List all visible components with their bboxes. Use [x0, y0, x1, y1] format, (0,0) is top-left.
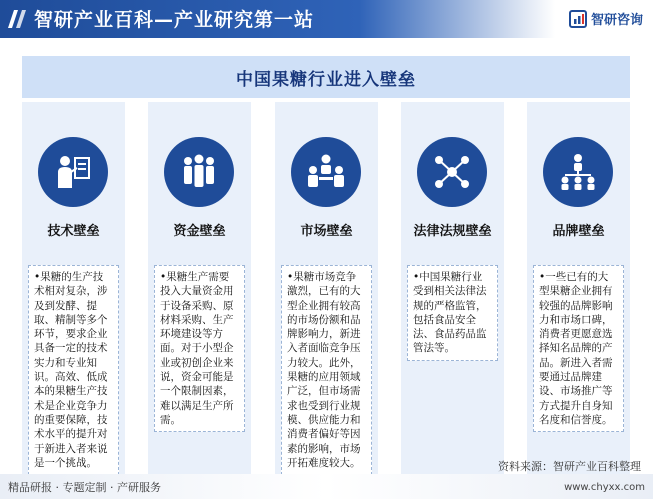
barrier-title: 资金壁垒 — [173, 224, 226, 239]
diagram-title: 中国果糖行业进入壁垒 — [236, 69, 416, 90]
page-footer — [0, 474, 653, 499]
barrier-description: •果糖生产需要投入大量资金用于设备采购、原材料采购、生产环境建设等方面。对于小型企业或初创企业来说，资金可能是一个限制因素，难以满足生产所需。 — [154, 265, 245, 432]
website-url[interactable]: www.chyxx.com — [564, 482, 645, 493]
footer-services: 精品研报 · 专题定制 · 产研服务 — [8, 481, 161, 494]
barrier-column-market — [275, 102, 378, 492]
barrier-title: 市场壁垒 — [300, 224, 353, 239]
people-hierarchy-icon — [557, 152, 599, 192]
barrier-description: •一些已有的大型果糖企业拥有较强的品牌影响力和市场口碑，消费者更愿意选择知名品牌的产品。新进入者需要通过品牌建设、市场推广等方式提升自身知名度和信誉度。 — [533, 265, 624, 432]
people-network-icon — [431, 152, 473, 192]
barrier-icon-circle — [164, 137, 234, 207]
slash-bars-icon — [8, 10, 30, 28]
barrier-column-brand — [527, 102, 630, 492]
barrier-icon-circle — [38, 137, 108, 207]
barrier-column-regulation — [401, 102, 504, 492]
brand-logo-icon — [569, 10, 587, 28]
barrier-icon-circle — [417, 137, 487, 207]
brand-logo[interactable] — [569, 9, 643, 28]
barrier-column-technology — [22, 102, 125, 492]
barrier-icon-circle — [543, 137, 613, 207]
barrier-title: 技术壁垒 — [47, 224, 100, 239]
diagram-title-banner — [22, 56, 630, 98]
group-of-people-icon — [178, 152, 220, 192]
brand-name: 智研咨询 — [590, 13, 643, 28]
barrier-column-capital — [148, 102, 251, 492]
barrier-description: •果糖市场竞争激烈，已有的大型企业拥有较高的市场份额和品牌影响力，新进入者面临竞争压力较大。此外，果糖的应用领域广泛，但市场需求也受到行业规模、供应能力和消费者偏好等因素的影响，市场开拓难度较大。 — [281, 265, 372, 475]
page-title: 智研产业百科—产业研究第一站 — [34, 9, 315, 31]
person-presenting-board-icon — [53, 152, 93, 192]
barrier-icon-circle — [291, 137, 361, 207]
barrier-description: •中国果糖行业受到相关法律法规的严格监管，包括食品安全法、食品药品监管法等。 — [407, 265, 498, 361]
barrier-title: 法律法规壁垒 — [413, 224, 492, 239]
page-header — [0, 0, 653, 38]
team-meeting-icon — [305, 152, 347, 192]
source-note: 资料来源：智研产业百科整理 — [498, 460, 641, 473]
barrier-description: •果糖的生产技术相对复杂，涉及到发酵、提取、精制等多个环节，要求企业具备一定的技术实力和专业知识。高效、低成本的果糖生产技术是企业竞争力的重要保障，技术水平的提升对于新进入者来说是一个挑战。 — [28, 265, 119, 475]
barrier-title: 品牌壁垒 — [552, 224, 605, 239]
